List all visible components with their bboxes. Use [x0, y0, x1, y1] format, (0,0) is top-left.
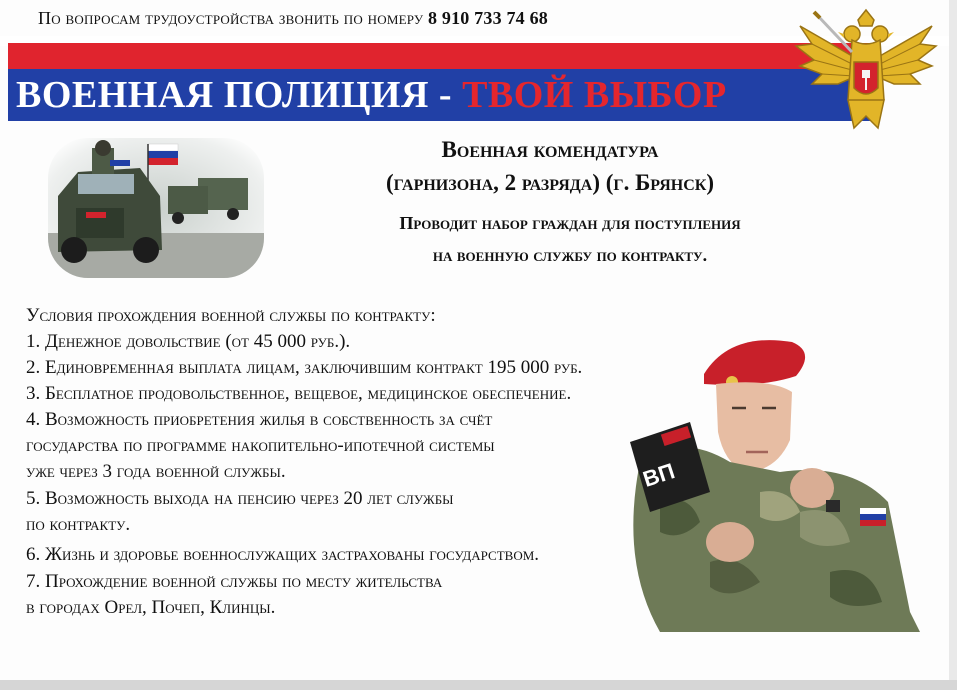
condition-line: в городах Орел, Почеп, Клинцы. [26, 597, 276, 618]
contact-text: По вопросам трудоустройства звонить по номеру [38, 8, 424, 28]
condition-line: 7. Прохождение военной службы по месту жительства [26, 571, 443, 592]
condition-line: 6. Жизнь и здоровье военнослужащих застрахованы государством. [26, 544, 540, 565]
title-line-2: (гарнизона, 2 разряда) (г. Брянск) [385, 170, 715, 195]
contact-line [38, 8, 548, 29]
subtitle-line-1: Проводит набор граждан для поступления [399, 213, 741, 233]
condition-line: 2. Единовременная выплата лицам, заключившим контракт 195 000 руб. [26, 357, 583, 378]
phone-number: 8 910 733 74 68 [427, 8, 548, 28]
condition-line: по контракту. [26, 514, 131, 535]
title-line-1: Военная комендатура [441, 137, 659, 162]
subtitle-line-2: на военную службу по контракту. [432, 245, 708, 265]
military-police-soldier-photo [620, 312, 920, 632]
page-edge-bottom [0, 680, 957, 690]
condition-line: 1. Денежное довольствие (от 45 000 руб.). [26, 331, 351, 352]
condition-line: 4. Возможность приобретения жилья в собственность за счёт [26, 409, 493, 430]
condition-line: государства по программе накопительно-ипотечной системы [26, 435, 495, 456]
armband-patch-text: ВП [639, 458, 678, 492]
eagle-emblem-icon [792, 4, 940, 152]
conditions-heading: Условия прохождения военной службы по контракту: [26, 305, 436, 326]
condition-line: уже через 3 года военной службы. [26, 461, 286, 482]
flag-stripe-red [8, 43, 878, 69]
condition-line: 3. Бесплатное продовольственное, вещевое, медицинское обеспечение. [26, 383, 572, 404]
page-edge-right [949, 0, 957, 690]
military-vehicle-photo [48, 138, 264, 278]
banner-headline [16, 73, 727, 117]
banner-text-red: ТВОЙ ВЫБОР [462, 74, 727, 116]
banner-text-white: ВОЕННАЯ ПОЛИЦИЯ - [16, 74, 463, 116]
condition-line: 5. Возможность выхода на пенсию через 20 лет службы [26, 488, 454, 509]
